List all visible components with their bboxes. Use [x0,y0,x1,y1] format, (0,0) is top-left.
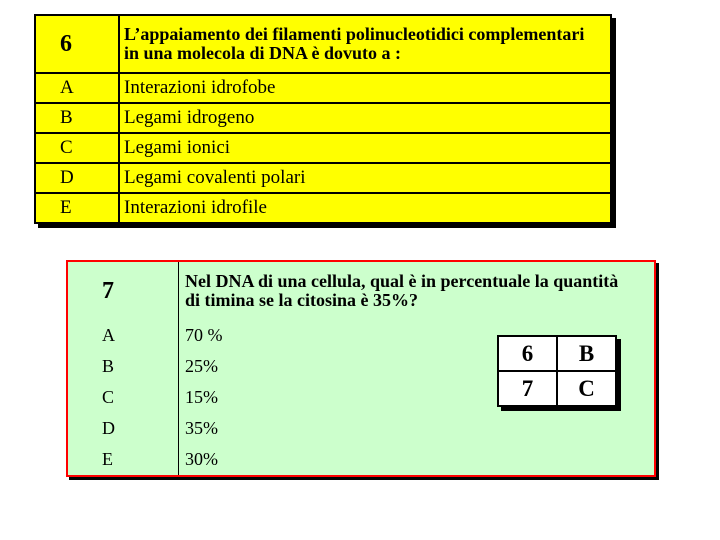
option-letter: C [35,133,119,163]
option-text: 25% [185,356,218,376]
question-6-header-row [35,15,611,73]
question-6-option-d [35,163,611,193]
option-letter: A [35,73,119,103]
option-letter: B [35,103,119,133]
option-text: Legami ionici [119,133,611,163]
question-6-table [34,14,612,224]
option-letter: E [67,444,179,476]
question-7-text-line1: Nel DNA di una cellula, qual è in percentuale la quantità [185,271,619,291]
question-6-option-a [35,73,611,103]
question-6-number: 6 [35,15,119,73]
question-7-option-e [67,444,655,476]
option-text: Interazioni idrofile [119,193,611,223]
question-6-text-line2: in una molecola di DNA è dovuto a : [124,43,402,63]
option-letter: A [67,320,179,351]
answer-letter: C [557,371,616,406]
answer-letter: B [557,336,616,371]
answer-row [498,371,616,406]
question-7-text [179,261,656,320]
question-6-option-b [35,103,611,133]
option-text: 70 % [185,325,223,345]
option-text: 15% [185,387,218,407]
question-6-text-line1: L’appaiamento dei filamenti polinucleotidici complementari [124,24,585,44]
question-6-option-e [35,193,611,223]
option-letter: D [67,413,179,444]
answer-row [498,336,616,371]
option-text: 30% [185,449,218,469]
option-text: Legami idrogeno [119,103,611,133]
option-text: Interazioni idrofobe [119,73,611,103]
option-letter: D [35,163,119,193]
question-6-option-c [35,133,611,163]
question-7-text-line2: di timina se la citosina è 35%? [185,290,418,310]
option-text: Legami covalenti polari [119,163,611,193]
question-7-option-d [67,413,655,444]
answer-question-number: 6 [498,336,557,371]
option-text: 35% [185,418,218,438]
option-letter: B [67,351,179,382]
question-7-header-row [67,261,655,320]
option-letter: C [67,382,179,413]
option-letter: E [35,193,119,223]
answer-question-number: 7 [498,371,557,406]
question-6-text [119,15,611,73]
question-7-number: 7 [67,261,179,320]
answer-key-table [497,335,617,407]
